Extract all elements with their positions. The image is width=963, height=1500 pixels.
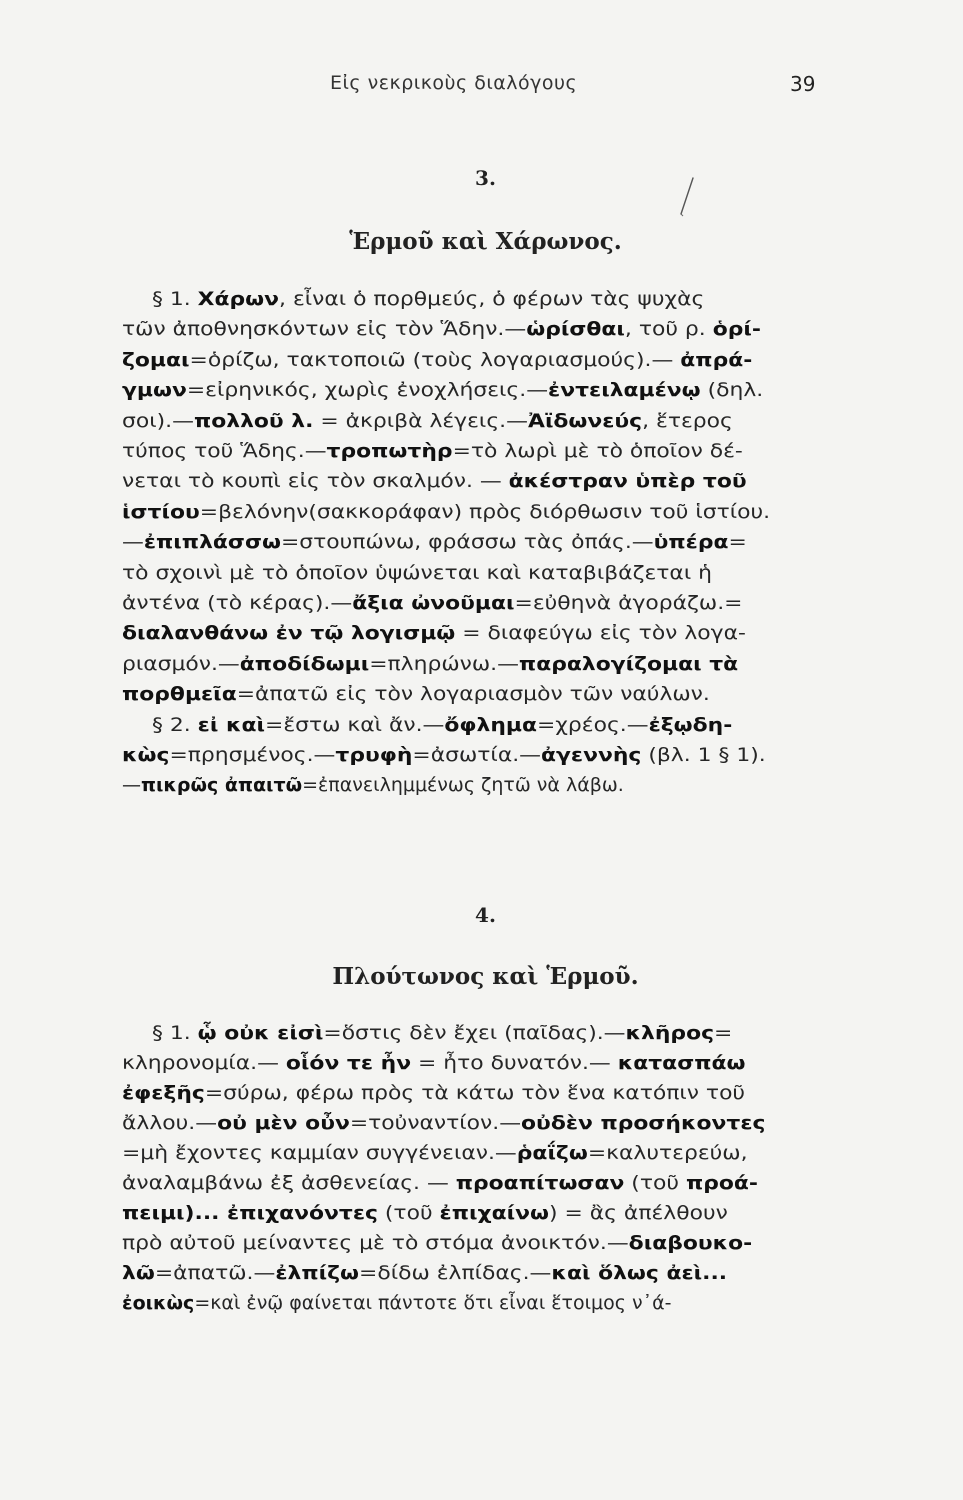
text-line xyxy=(122,683,710,713)
headword: πολλοῦ λ. xyxy=(193,409,314,432)
text-line xyxy=(152,288,704,318)
gloss-text: =ὁρίζω, τακτοποιῶ (τοὺς λογαριασμούς).— xyxy=(189,348,681,371)
gloss-text: § 1. xyxy=(152,288,198,310)
gloss-text: =δίδω ἐλπίδας.— xyxy=(359,1262,552,1284)
headword: λῶ xyxy=(122,1262,155,1284)
gloss-text: =ὅστις δὲν ἔχει (παῖδας).— xyxy=(323,1022,626,1044)
text-line xyxy=(122,653,738,683)
headword: ὡρίσθαι xyxy=(526,318,625,341)
text-line xyxy=(122,1052,745,1082)
text-line xyxy=(122,1202,728,1232)
text-line xyxy=(122,440,743,470)
gloss-text: ) = ἂς ἀπέλθουν xyxy=(549,1202,728,1224)
headword: εἰ καὶ xyxy=(197,713,266,736)
text-line xyxy=(152,714,732,744)
gloss-text: πρὸ αὐτοῦ μείναντες μὲ τὸ στόμα ἀνοικτόν.— xyxy=(122,1232,629,1254)
section-number: 4. xyxy=(475,903,496,927)
gloss-text: , ἕτερος xyxy=(642,409,733,432)
headword: ὄφλημα xyxy=(444,713,537,736)
gloss-text: — xyxy=(122,774,141,797)
headword: τροπωτὴρ xyxy=(326,440,453,462)
gloss-text: =στουπώνω, φράσσω τὰς ὀπάς.— xyxy=(280,531,654,554)
gloss-text: § 2. xyxy=(152,713,198,736)
headword: οἷόν τε ἦν xyxy=(285,1052,412,1074)
gloss-text: (τοῦ xyxy=(377,1202,440,1224)
headword: ἀγεννὴς xyxy=(541,744,642,766)
headword: ὑπέρα xyxy=(653,531,729,554)
gloss-text: — xyxy=(122,531,144,554)
headword: γμων xyxy=(122,379,187,402)
gloss-text: =καὶ ἐνῷ φαίνεται πάντοτε ὅτι εἶναι ἕτοιμος ν᾽ά- xyxy=(194,1292,672,1314)
gloss-text: (βλ. 1 § 1). xyxy=(641,744,766,766)
gloss-text: =ἀπατῶ εἰς τὸν λογαριασμὸν τῶν ναύλων. xyxy=(236,683,710,706)
gloss-text: =καλυτερεύω, xyxy=(587,1142,748,1164)
gloss-text: σοι).— xyxy=(122,409,194,432)
headword: διαβουκο- xyxy=(628,1232,753,1254)
headword: ἀπρά- xyxy=(680,348,753,371)
gloss-text: = διαφεύγω εἰς τὸν λογα- xyxy=(455,622,746,645)
text-line xyxy=(122,1232,752,1262)
gloss-text: (δηλ. xyxy=(700,379,764,402)
gloss-text: ριασμόν.— xyxy=(122,652,240,675)
headword: οὐ μὲν οὖν xyxy=(217,1112,350,1134)
headword: Ἀϊδωνεύς xyxy=(527,409,643,432)
headword: τρυφὴ xyxy=(335,744,413,766)
gloss-text: =βελόνην(σακκοράφαν) πρὸς διόρθωσιν τοῦ ἱστίου. xyxy=(199,500,771,523)
running-header xyxy=(0,72,963,102)
headword: ῥαΐζω xyxy=(516,1142,588,1164)
headword: κλῆρος xyxy=(625,1022,715,1044)
text-line xyxy=(122,592,742,622)
text-line xyxy=(122,318,761,348)
gloss-text: =ἀσωτία.— xyxy=(412,744,542,766)
headword: κὼς xyxy=(122,744,170,766)
gloss-text: ἀντένα (τὸ κέρας).— xyxy=(122,592,353,614)
gloss-text: ἄλλου.— xyxy=(122,1112,218,1134)
gloss-text: =ἐπανειλημμένως ζητῶ νὰ λάβω. xyxy=(302,774,624,797)
headword: κατασπάω xyxy=(617,1052,746,1074)
gloss-text: = ἀκριβὰ λέγεις.— xyxy=(313,409,528,432)
headword: ἐξῳδη- xyxy=(648,713,733,736)
headword: ζομαι xyxy=(122,348,190,371)
headword: ἐφεξῆς xyxy=(122,1082,205,1104)
gloss-text: =τὸ λωρὶ μὲ τὸ ὁποῖον δέ- xyxy=(452,440,743,462)
headword: προά- xyxy=(685,1172,758,1194)
gloss-text: = xyxy=(728,531,747,554)
text-line xyxy=(122,1112,765,1142)
text-line xyxy=(122,1292,671,1322)
text-line xyxy=(122,744,766,774)
gloss-text: κληρονομία.— xyxy=(122,1052,286,1074)
section-title: Ἑρμοῦ καὶ Χάρωνος. xyxy=(349,228,622,255)
gloss-text: =εἰρηνικός, χωρὶς ἐνοχλήσεις.— xyxy=(186,379,549,402)
headword: ἐπιχαίνω xyxy=(439,1202,550,1224)
section-title: Πλούτωνος καὶ Ἑρμοῦ. xyxy=(332,963,639,990)
text-line xyxy=(122,470,747,500)
gloss-text: τὸ σχοινὶ μὲ τὸ ὁποῖον ὑψώνεται καὶ καταβιβάζεται ἡ xyxy=(122,561,713,584)
gloss-text: τύπος τοῦ Ἅδης.— xyxy=(122,440,327,462)
gloss-text: § 1. xyxy=(152,1022,198,1044)
text-line xyxy=(152,1022,732,1052)
text-line xyxy=(122,562,712,592)
gloss-text: , εἶναι ὁ πορθμεύς, ὁ φέρων τὰς ψυχὰς xyxy=(279,288,705,310)
gloss-text: =ἔστω καὶ ἄν.— xyxy=(265,713,445,736)
gloss-text: =χρέος.— xyxy=(536,713,649,736)
headword: καὶ ὅλως ἀεὶ... xyxy=(551,1262,728,1284)
gloss-text: = ἦτο δυνατόν.— xyxy=(411,1052,618,1074)
headword: ἀποδίδωμι xyxy=(239,652,370,675)
text-line xyxy=(122,379,763,409)
gloss-text: τῶν ἀποθνησκόντων εἰς τὸν Ἅδην.— xyxy=(122,318,527,341)
text-line xyxy=(122,531,747,561)
headword: προαπίτωσαν xyxy=(455,1172,625,1194)
text-line xyxy=(122,774,624,804)
gloss-text: =μὴ ἔχοντες καμμίαν συγγένειαν.— xyxy=(122,1142,517,1164)
text-line xyxy=(122,1142,748,1172)
gloss-text: =σύρω, φέρω πρὸς τὰ κάτω τὸν ἕνα κατόπιν τοῦ xyxy=(204,1082,746,1104)
headword: ἀκέστραν ὑπὲρ τοῦ xyxy=(508,470,747,493)
gloss-text: , τοῦ ρ. xyxy=(624,318,713,341)
text-line xyxy=(122,501,770,531)
text-line xyxy=(122,410,733,440)
headword: οὐδὲν προσήκοντες xyxy=(521,1112,766,1134)
headword: ἐοικὼς xyxy=(122,1292,195,1314)
text-line xyxy=(122,349,752,379)
text-line xyxy=(122,1082,745,1112)
gloss-text: = xyxy=(714,1022,733,1044)
text-line xyxy=(122,1172,758,1202)
headword: ὁρί- xyxy=(712,318,761,341)
gloss-text: =εὐθηνὰ ἀγοράζω.= xyxy=(514,592,743,614)
headword: ἄξια ὠνοῦμαι xyxy=(352,592,515,614)
headword: διαλανθάνω ἐν τῷ λογισμῷ xyxy=(122,622,456,645)
gloss-text: =πρησμένος.— xyxy=(169,744,336,766)
gloss-text: ἀναλαμβάνω ἐξ ἀσθενείας. — xyxy=(122,1172,456,1194)
running-title: Εἰς νεκρικοὺς διαλόγους xyxy=(330,72,578,94)
text-line xyxy=(122,622,746,652)
headword: πικρῶς ἀπαιτῶ xyxy=(141,774,303,797)
headword: ᾧ οὐκ εἰσὶ xyxy=(197,1022,324,1044)
headword: ἐντειλαμένῳ xyxy=(548,379,701,402)
gloss-text: =ἀπατῶ.— xyxy=(154,1262,276,1284)
section-number: 3. xyxy=(475,166,496,190)
headword: ἐπιπλάσσω xyxy=(143,531,281,554)
headword: πειμι)... ἐπιχανόντες xyxy=(122,1202,378,1224)
headword: ἱστίου xyxy=(122,500,200,523)
headword: ἐλπίζω xyxy=(275,1262,360,1284)
page-number: 39 xyxy=(790,72,816,96)
gloss-text: νεται τὸ κουπὶ εἰς τὸν σκαλμόν. — xyxy=(122,470,509,493)
headword: Χάρων xyxy=(197,288,280,310)
gloss-text: =τοὐναντίον.— xyxy=(349,1112,522,1134)
text-line xyxy=(122,1262,727,1292)
gloss-text: (τοῦ xyxy=(624,1172,686,1194)
gloss-text: =πληρώνω.— xyxy=(369,652,519,675)
headword: πορθμεῖα xyxy=(122,683,237,706)
headword: παραλογίζομαι τὰ xyxy=(518,652,739,675)
